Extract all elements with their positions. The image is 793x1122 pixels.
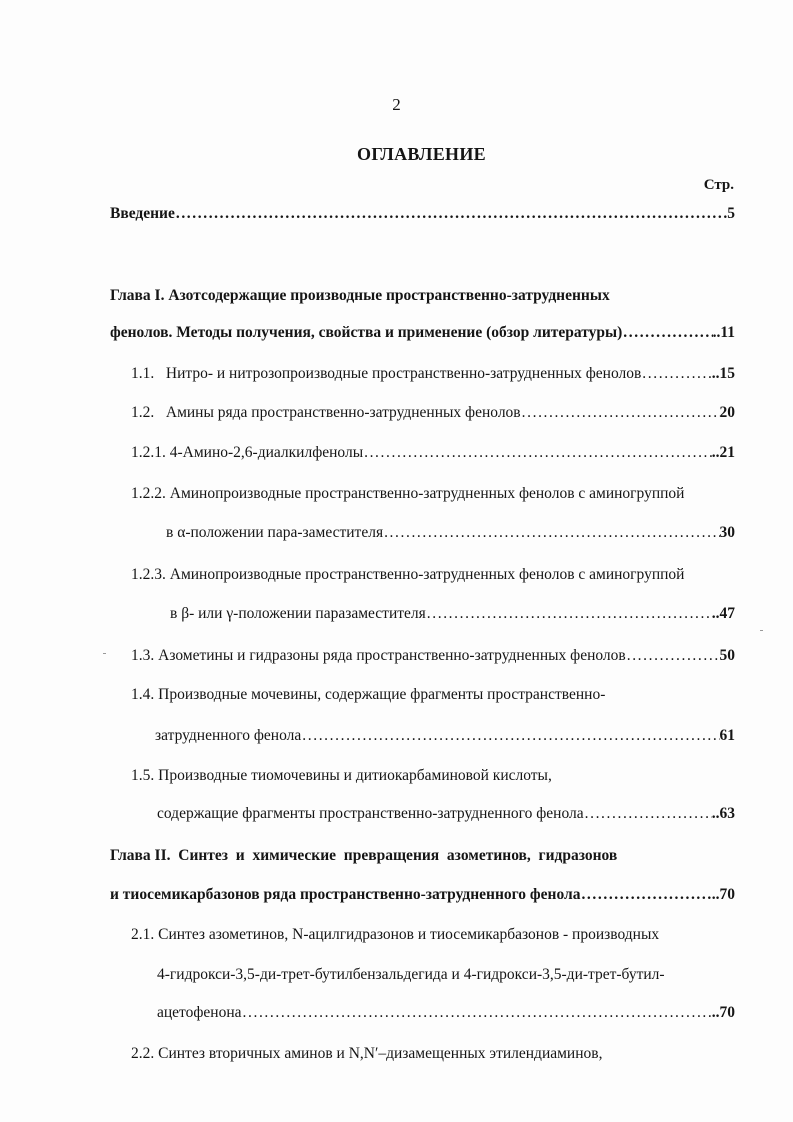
toc-label: содержащие фрагменты пространственно-затрудненного фенола: [157, 805, 584, 822]
leader-dots: [580, 886, 711, 904]
toc-page: 61: [719, 727, 735, 744]
toc-page: ..21: [711, 444, 735, 461]
toc-entry-1-2-1[interactable]: [131, 444, 735, 464]
toc-entry-1-3[interactable]: [131, 647, 735, 667]
toc-entry-chapter-2[interactable]: [110, 886, 735, 906]
toc-label: в α-положении пара-заместителя: [166, 524, 384, 541]
toc-page: 20: [719, 404, 735, 421]
leader-dots: [641, 365, 711, 383]
toc-page: 50: [719, 647, 735, 664]
leader-dots: [626, 647, 720, 665]
toc-page: ..70: [711, 1004, 735, 1021]
leader-dots: [426, 605, 712, 623]
leader-dots: [383, 524, 719, 542]
toc-1-5-line1[interactable]: 1.5. Производные тиомочевины и дитиокарбаминовой кислоты,: [131, 767, 552, 784]
toc-2-1-line2[interactable]: 4-гидрокси-3,5-ди-трет-бутилбензальдегида и 4-гидрокси-3,5-ди-трет-бутил-: [157, 966, 665, 983]
leader-dots: [301, 727, 719, 745]
leader-dots: [175, 205, 727, 223]
toc-2-1-line1[interactable]: 2.1. Синтез азометинов, N-ацилгидразонов и тиосемикарбазонов - производных: [131, 926, 660, 943]
scan-speck: [760, 630, 763, 631]
toc-page: ..15: [711, 365, 735, 382]
toc-label: 1.2.1. 4-Амино-2,6-диалкилфенолы: [131, 444, 364, 461]
toc-label: в β- или γ-положении паразаместителя: [170, 605, 426, 622]
leader-dots: [242, 1004, 712, 1022]
toc-label: фенолов. Методы получения, свойства и применение (обзор литературы): [110, 324, 623, 341]
toc-label: Введение: [110, 205, 175, 222]
toc-1-4-line1[interactable]: 1.4. Производные мочевины, содержащие фрагменты пространственно-: [131, 686, 606, 703]
leader-dots: [622, 324, 712, 342]
toc-label: 1.3. Азометины и гидразоны ряда пространственно-затрудненных фенолов: [131, 647, 626, 664]
leader-dots: [521, 404, 720, 422]
toc-page: ..63: [711, 805, 735, 822]
page-column-header: Стр.: [703, 177, 734, 193]
toc-entry-1-5[interactable]: [157, 805, 735, 825]
toc-entry-intro[interactable]: [110, 205, 735, 225]
toc-label: затрудненного фенола: [155, 727, 302, 744]
toc-entry-1-1[interactable]: [131, 365, 735, 385]
toc-chapter-2-line1[interactable]: Глава II. Синтез и химические превращения азометинов, гидразонов: [110, 847, 618, 864]
toc-label: ацетофенона: [157, 1004, 242, 1021]
toc-2-2-line1[interactable]: 2.2. Синтез вторичных аминов и N,N′–дизамещенных этилендиаминов,: [131, 1045, 603, 1062]
toc-label: и тиосемикарбазонов ряда пространственно-затрудненного фенола: [110, 886, 581, 903]
toc-1-2-3-line1[interactable]: 1.2.3. Аминопроизводные пространственно-затрудненных фенолов с аминогруппой: [131, 566, 685, 583]
toc-page: 30: [719, 524, 735, 541]
toc-entry-chapter-1[interactable]: [110, 324, 735, 344]
toc-page: ..11: [712, 324, 735, 341]
leader-dots: [363, 444, 712, 462]
leader-dots: [584, 805, 712, 823]
page-number: 2: [392, 95, 401, 114]
toc-label: 1.1. Нитро- и нитрозопроизводные пространственно-затрудненных фенолов: [131, 365, 642, 382]
toc-chapter-1-line1[interactable]: Глава I. Азотсодержащие производные пространственно-затрудненных: [110, 287, 610, 304]
toc-page: ..70: [711, 886, 735, 903]
toc-1-2-2-line1[interactable]: 1.2.2. Аминопроизводные пространственно-затрудненных фенолов с аминогруппой: [131, 485, 685, 502]
scan-speck: [103, 653, 106, 654]
toc-label: 1.2. Амины ряда пространственно-затрудненных фенолов: [131, 404, 521, 421]
toc-entry-1-2-3[interactable]: [170, 605, 735, 625]
toc-page: 5: [727, 205, 735, 222]
toc-entry-1-2-2[interactable]: [166, 524, 735, 544]
toc-page: ..47: [711, 605, 735, 622]
toc-entry-1-2[interactable]: [131, 404, 735, 424]
page-title: ОГЛАВЛЕНИЕ: [357, 144, 486, 164]
toc-entry-2-1[interactable]: [157, 1004, 735, 1024]
toc-entry-1-4[interactable]: [155, 727, 735, 747]
